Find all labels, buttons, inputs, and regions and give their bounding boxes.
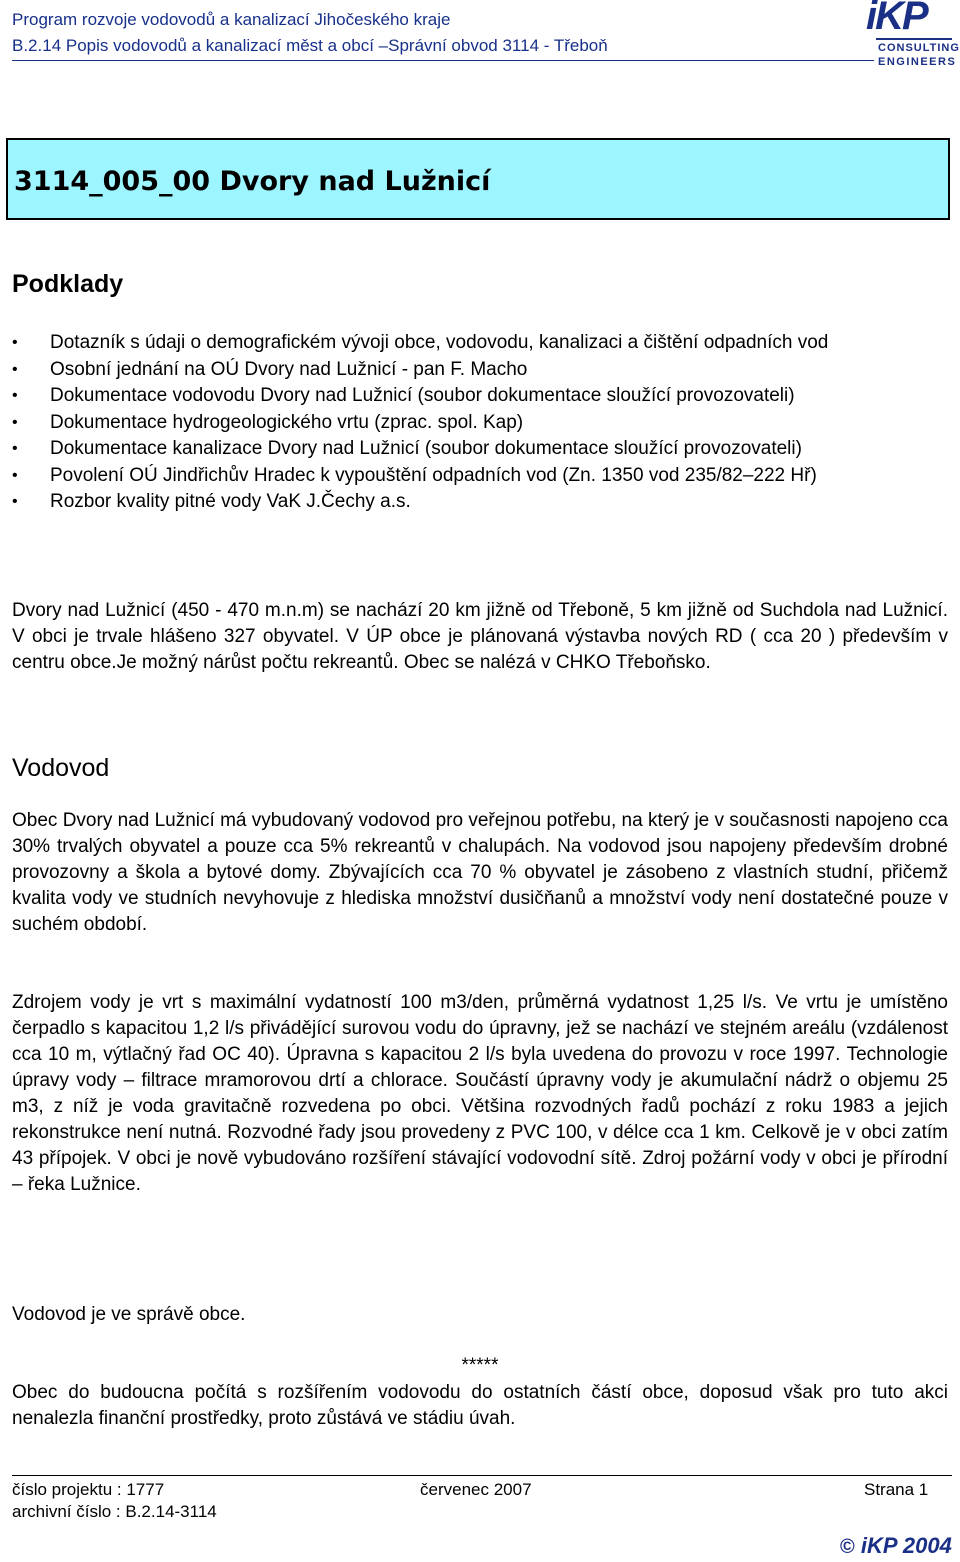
copyright-brand: iKP bbox=[860, 1533, 897, 1558]
ikp-logo bbox=[866, 0, 960, 70]
logo-main-text: iKP bbox=[866, 0, 927, 38]
project-number: číslo projektu : 1777 bbox=[12, 1480, 165, 1499]
intro-paragraph: Dvory nad Lužnicí (450 - 470 m.n.m) se nachází 20 km jižně od Třeboně, 5 km jižně od Suchdola nad Lužnicí. V obci je trvale hlášeno 327 obyvatel. V ÚP obce je plánovaná výstavba nových RD ( cca 20 ) především v centru obce.Je možný nárůst počtu rekreantů. Obec se nalézá v CHKO Třeboňsko. bbox=[12, 600, 948, 673]
header-program-title: Program rozvoje vodovodů a kanalizací Jihočeského kraje bbox=[12, 10, 451, 29]
logo-consulting-text: CONSULTING bbox=[878, 42, 960, 54]
sources-list bbox=[12, 330, 952, 516]
document-date: červenec 2007 bbox=[420, 1480, 532, 1499]
page-header bbox=[12, 6, 952, 78]
vodovod-heading: Vodovod bbox=[12, 754, 110, 782]
list-item: • Dokumentace hydrogeologického vrtu (zprac. spol. Kap) bbox=[12, 410, 952, 437]
list-item: • Dokumentace kanalizace Dvory nad Lužnicí (soubor dokumentace sloužící provozovateli) bbox=[12, 436, 952, 463]
list-item: • Rozbor kvality pitné vody VaK J.Čechy a.s. bbox=[12, 489, 952, 516]
logo-engineers-text: ENGINEERS bbox=[878, 56, 957, 68]
copyright-mark bbox=[840, 1533, 952, 1559]
header-rule bbox=[12, 60, 874, 61]
page-footer bbox=[12, 1475, 952, 1556]
municipality-title-box bbox=[6, 138, 950, 220]
copyright-year: 2004 bbox=[902, 1533, 952, 1558]
logo-divider bbox=[876, 38, 952, 40]
page-title: 3114_005_00 Dvory nad Lužnicí bbox=[14, 166, 491, 197]
list-item: • Osobní jednání na OÚ Dvory nad Lužnicí - pan F. Macho bbox=[12, 357, 952, 384]
archive-number: archivní číslo : B.2.14-3114 bbox=[12, 1502, 217, 1521]
podklady-heading: Podklady bbox=[12, 270, 124, 298]
vodovod-paragraph-3: Vodovod je ve správě obce. bbox=[12, 1304, 246, 1325]
list-item: • Povolení OÚ Jindřichův Hradec k vypouštění odpadních vod (Zn. 1350 vod 235/82–222 Hř) bbox=[12, 463, 952, 490]
list-item: • Dokumentace vodovodu Dvory nad Lužnicí (soubor dokumentace sloužící provozovateli) bbox=[12, 383, 952, 410]
copyright-icon: © bbox=[840, 1536, 855, 1558]
vodovod-paragraph-4: Obec do budoucna počítá s rozšířením vodovodu do ostatních částí obce, doposud však pro tuto akci nenalezla finanční prostředky, proto zůstává ve stádiu úvah. bbox=[12, 1382, 948, 1429]
list-item: • Dotazník s údaji o demografickém vývoji obce, vodovodu, kanalizaci a čištění odpadních vod bbox=[12, 330, 952, 357]
page-number: Strana 1 bbox=[864, 1480, 929, 1499]
vodovod-paragraph-1: Obec Dvory nad Lužnicí má vybudovaný vodovod pro veřejnou potřebu, na který je v současnosti napojeno cca 30% trvalých obyvatel a pouze cca 5% rekreantů v chalupách. Na vodovod jsou napojeny především drobné provozovny a škola a bytové domy. Zbývajících cca 70 % obyvatel je zásobeno z vlastních studní, přičemž kvalita vody ve studních nevyhovuje z hlediska množství dusičňanů a množství vody není dostatečné pouze v suchém období. bbox=[12, 810, 948, 935]
header-section-title: B.2.14 Popis vodovodů a kanalizací měst a obcí –Správní obvod 3114 - Třeboň bbox=[12, 36, 608, 55]
vodovod-paragraph-2: Zdrojem vody je vrt s maximální vydatností 100 m3/den, průměrná vydatnost 1,25 l/s. Ve vrtu je umístěno čerpadlo s kapacitou 1,2 l/s přivádějící surovou vodu do úpravny, jež se nachází ve stejném areálu (vzdálenost cca 10 m, výtlačný řad OC 40). Úpravna s kapacitou 2 l/s byla uvedena do provozu v roce 1997. Technologie úpravy vody – filtrace mramorovou drtí a chlorace. Součástí úpravny vody je akumulační nádrž o objemu 25 m3, z níž je voda gravitačně rozvedena po obci. Většina rozvodných řadů pochází z roku 1983 a jejich rekonstrukce není nutná. Rozvodné řady jsou provedeny z PVC 100, v délce cca 1 km. Celkově je v obci zatím 43 přípojek. V obci je nově vybudováno rozšíření stávající vodovodní sítě. Zdroj požární vody v obci je přírodní – řeka Lužnice. bbox=[12, 992, 948, 1195]
section-separator: ***** bbox=[461, 1355, 499, 1376]
